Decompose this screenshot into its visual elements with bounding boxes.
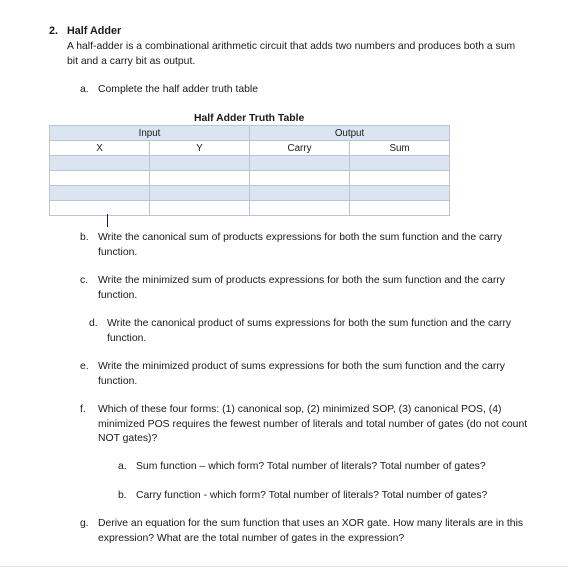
item-e-line-1: Write the minimized product of sums expressions for both the sum function and the carry — [98, 361, 505, 372]
truth-table-column-header-row — [50, 141, 450, 156]
table-cell[interactable] — [250, 156, 350, 171]
table-cell[interactable] — [250, 201, 350, 216]
table-cell[interactable] — [350, 186, 450, 201]
table-row — [50, 171, 450, 186]
item-b-line-2: function. — [98, 247, 138, 258]
table-cell[interactable] — [150, 171, 250, 186]
table-row — [50, 186, 450, 201]
item-f-line-2: minimized POS requires the fewest number of literals and total number of gates (do not count — [98, 419, 528, 430]
table-cell[interactable] — [50, 186, 150, 201]
text-cursor — [107, 214, 108, 227]
table-cell[interactable] — [150, 186, 250, 201]
page-divider — [0, 566, 568, 567]
table-cell[interactable] — [50, 171, 150, 186]
item-e-label: e. — [80, 361, 89, 372]
table-cell[interactable] — [250, 186, 350, 201]
item-b-label: b. — [80, 232, 89, 243]
item-e-line-2: function. — [98, 376, 138, 387]
table-cell[interactable] — [350, 171, 450, 186]
subitem-a-text: Sum function – which form? Total number of literals? Total number of gates? — [136, 461, 486, 472]
item-a-text: Complete the half adder truth table — [98, 84, 258, 95]
item-g-line-1: Derive an equation for the sum function that uses an XOR gate. How many literals are in this — [98, 518, 524, 529]
input-group-header: Input — [50, 126, 250, 141]
table-cell[interactable] — [50, 201, 150, 216]
section-title: Half Adder — [67, 25, 122, 37]
item-d-line-1: Write the canonical product of sums expressions for both the sum function and the carry — [107, 318, 512, 329]
table-row — [50, 156, 450, 171]
column-header-sum: Sum — [350, 141, 450, 156]
item-a-label: a. — [80, 84, 89, 95]
column-header-y: Y — [150, 141, 250, 156]
section-number: 2. — [49, 25, 59, 37]
item-f-line-1: Which of these four forms: (1) canonical sop, (2) minimized SOP, (3) canonical POS, (4) — [98, 404, 502, 415]
table-cell[interactable] — [150, 201, 250, 216]
item-c-line-1: Write the minimized sum of products expressions for both the sum function and the carry — [98, 275, 505, 286]
truth-table-title: Half Adder Truth Table — [194, 113, 305, 124]
item-d-line-2: function. — [107, 333, 147, 344]
truth-table — [49, 125, 450, 216]
item-g-line-2: expression? What are the total number of gates in the expression? — [98, 533, 405, 544]
subitem-b-label: b. — [118, 490, 127, 501]
subitem-b-text: Carry function - which form? Total number of literals? Total number of gates? — [136, 490, 488, 501]
table-cell[interactable] — [150, 156, 250, 171]
column-header-carry: Carry — [250, 141, 350, 156]
item-f-line-3: NOT gates)? — [98, 433, 158, 444]
table-cell[interactable] — [250, 171, 350, 186]
table-cell[interactable] — [350, 156, 450, 171]
section-intro-line-2: bit and a carry bit as output. — [67, 56, 196, 67]
item-f-label: f. — [80, 404, 86, 415]
table-cell[interactable] — [50, 156, 150, 171]
item-c-label: c. — [80, 275, 89, 286]
table-row — [50, 201, 450, 216]
section-intro-line-1: A half-adder is a combinational arithmetic circuit that adds two numbers and produces both a sum — [67, 41, 516, 52]
subitem-a-label: a. — [118, 461, 127, 472]
item-d-label: d. — [89, 318, 98, 329]
table-cell[interactable] — [350, 201, 450, 216]
truth-table-group-header-row — [50, 126, 450, 141]
column-header-x: X — [50, 141, 150, 156]
item-g-label: g. — [80, 518, 89, 529]
output-group-header: Output — [250, 126, 450, 141]
item-b-line-1: Write the canonical sum of products expressions for both the sum function and the carry — [98, 232, 503, 243]
item-c-line-2: function. — [98, 290, 138, 301]
